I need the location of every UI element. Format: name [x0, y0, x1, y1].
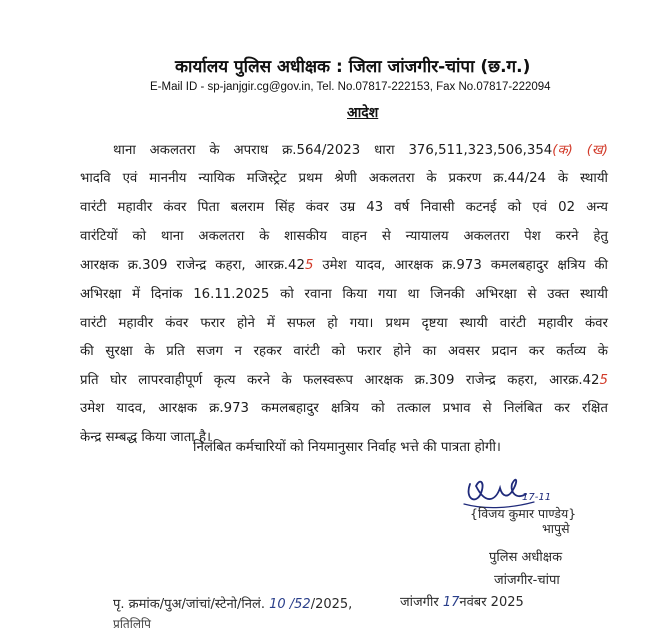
handwritten-correction: 5 [304, 258, 314, 273]
body-line [113, 140, 608, 158]
signatory-service: भापुसे [542, 521, 570, 536]
date-suffix: नवंबर 2025 [459, 595, 524, 610]
line-text: उमेश यादव, आरक्षक क्र.973 कमलबहादुर क्षत्रिय की [313, 258, 608, 273]
line-text: प्रति घोर लापरवाहीपूर्ण कृत्य करने के फलस्वरूप आरक्षक क्र.309 राजेन्द्र कहरा, आरक्र.42 [80, 373, 600, 388]
line-text: की सुरक्षा के प्रति सजग न रहकर वारंटी को फरार होने का अवसर प्रदान कर कर्तव्य के [80, 344, 608, 359]
handwritten-correction: (क) (ख) [552, 143, 608, 158]
office-title: कार्यालय पुलिस अधीक्षक : जिला जांजगीर-चांपा (छ.ग.) [175, 57, 531, 77]
line-text: केन्द्र सम्बद्ध किया जाता है। [80, 430, 212, 445]
signatory-name: {विजय कुमार पाण्डेय} [470, 506, 577, 521]
body-line [80, 313, 608, 331]
signatory-designation: पुलिस अधीक्षक [489, 550, 563, 565]
ref-suffix: /2025, [310, 597, 353, 612]
line-text: वारंटियों को थाना अकलतरा के शासकीय वाहन से न्यायालय अकलतरा पेश करने हेतु [80, 229, 608, 244]
contact-info: E-Mail ID - sp-janjgir.cg@gov.in, Tel. No.07817-222153, Fax No.07817-222094 [150, 81, 551, 93]
copy-to-label: प्रतिलिपि [113, 617, 151, 631]
line-text: भादवि एवं माननीय न्यायिक मजिस्ट्रेट प्रथम श्रेणी अकलतरा के प्रकरण क्र.44/24 के स्थायी [80, 171, 608, 186]
handwritten-correction: 5 [599, 373, 608, 388]
body-line [80, 226, 608, 244]
line-text: थाना अकलतरा के अपराध क्र.564/2023 धारा 376,511,323,506,354 [113, 143, 553, 158]
line-text: वारंटी महावीर कंवर फरार होने में सफल हो गया। प्रथम दृष्टया स्थायी वारंटी महावीर कंवर [80, 316, 608, 331]
body-line [80, 284, 608, 302]
body-line [80, 197, 608, 215]
allowance-note: निलंबित कर्मचारियों को नियमानुसार निर्वाह भत्ते की पात्रता होगी। [193, 440, 501, 455]
body-line [80, 168, 608, 186]
ref-number: 10 /52 [269, 597, 311, 612]
signatory-district: जांजगीर-चांपा [494, 573, 560, 588]
body-line [80, 255, 608, 273]
line-text: अभिरक्षा में दिनांक 16.11.2025 को रवाना किया गया था जिनकी अभिरक्षा से उक्त स्थायी [80, 287, 608, 302]
reference-number [113, 594, 352, 612]
line-text: उमेश यादव, आरक्षक क्र.973 कमलबहादुर क्षत्रिय को तत्काल प्रभाव से निलंबित कर रक्षित [80, 401, 608, 416]
body-line [80, 341, 608, 359]
ref-prefix: पृ. क्रमांक/पुअ/जांचां/स्टेनो/निलं. [113, 597, 265, 612]
dispatch-date [400, 592, 524, 610]
body-line [80, 398, 608, 416]
date-day: 17 [442, 595, 460, 610]
date-prefix: जांजगीर [400, 595, 439, 610]
order-title: आदेश [347, 105, 379, 121]
line-text: आरक्षक क्र.309 राजेन्द्र कहरा, आरक्र.42 [80, 258, 305, 273]
signature-date: 17-11 [522, 492, 552, 503]
line-text: वारंटी महावीर कंवर पिता बलराम सिंह कंवर उम्र 43 वर्ष निवासी कटनई को एवं 02 अन्य [80, 200, 608, 215]
body-line [80, 370, 608, 388]
